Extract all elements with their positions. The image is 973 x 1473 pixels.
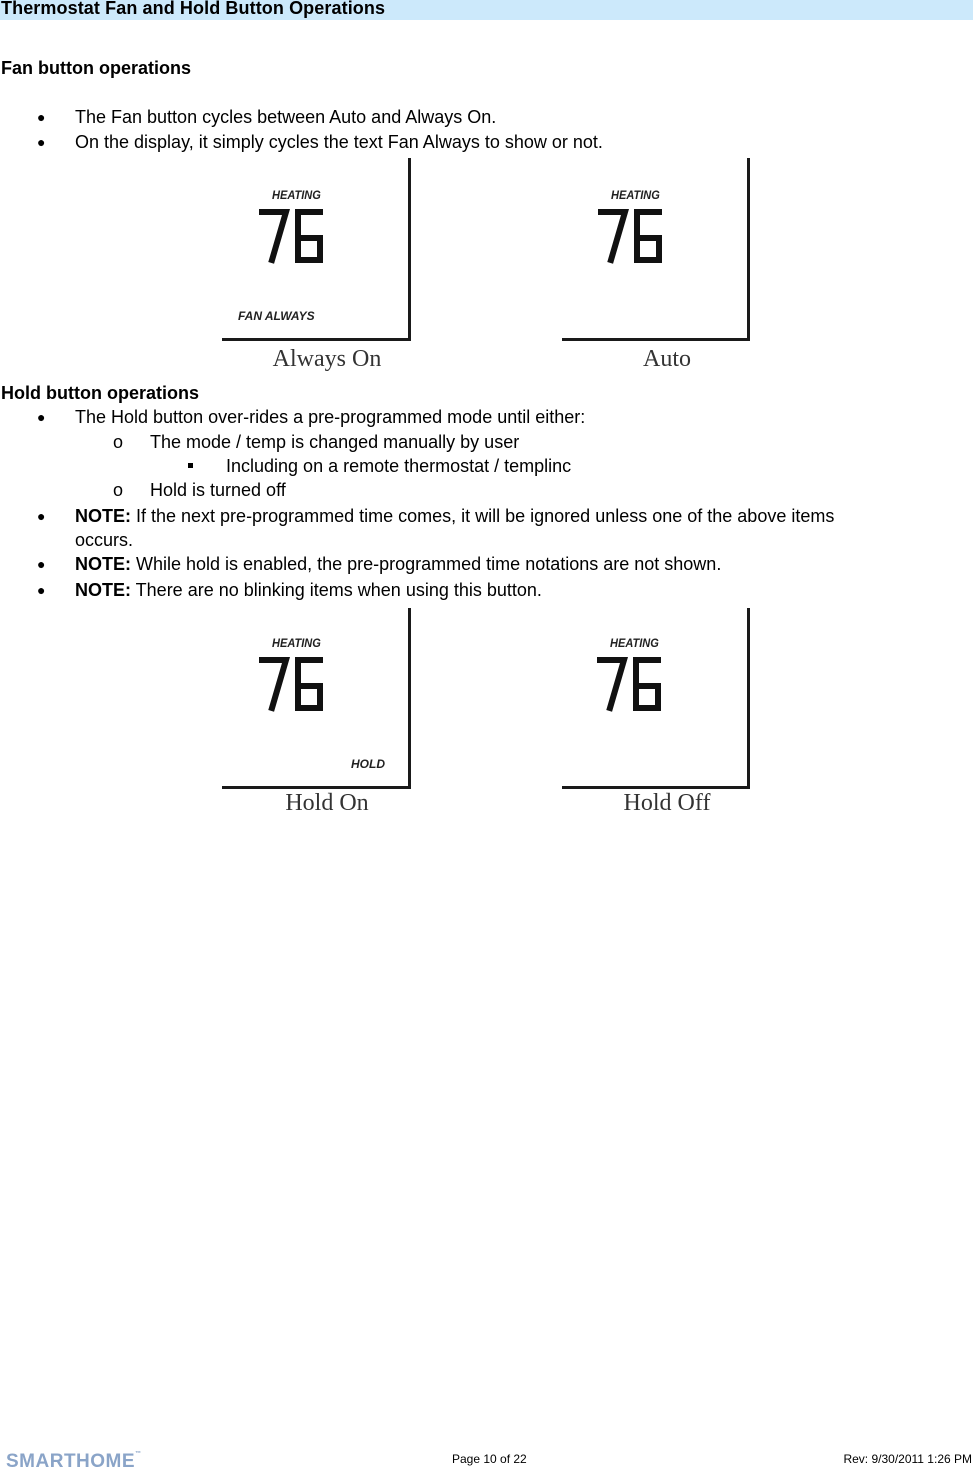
lcd-mode-label: HEATING (272, 188, 321, 202)
bullet-icon: ● (37, 109, 46, 125)
lcd-temp-digits (258, 654, 328, 714)
note-2 (75, 554, 721, 575)
bullet-icon: ● (37, 508, 46, 524)
note-label: NOTE: (75, 506, 131, 526)
fan-section-heading: Fan button operations (1, 58, 191, 78)
lcd-mode-label: HEATING (611, 188, 660, 202)
lcd-caption: Hold On (285, 790, 369, 816)
lcd-temp-digits (597, 206, 667, 266)
hold-section-heading: Hold button operations (1, 383, 199, 403)
note-1 (75, 506, 834, 527)
bullet-icon: ● (37, 409, 46, 425)
square-bullet-icon (188, 463, 193, 468)
logo-text: SMARTHOME (6, 1451, 136, 1472)
lcd-caption: Auto (643, 346, 691, 372)
hold-subsub-1: Including on a remote thermostat / templinc (226, 456, 572, 476)
lcd-mode-label: HEATING (610, 636, 659, 650)
lcd-fan-always-indicator: FAN ALWAYS (238, 309, 315, 323)
bullet-icon: ● (37, 582, 46, 598)
note-text: While hold is enabled, the pre-programmed time notations are not shown. (131, 554, 722, 574)
note-label: NOTE: (75, 580, 131, 600)
page-number: Page 10 of 22 (452, 1452, 527, 1466)
lcd-temp-digits (596, 654, 666, 714)
sub-bullet-marker: o (113, 480, 124, 500)
fan-bullet-2: On the display, it simply cycles the text Fan Always to show or not. (75, 132, 603, 152)
bullet-icon: ● (37, 134, 46, 150)
note-3 (75, 580, 542, 601)
note-label: NOTE: (75, 554, 131, 574)
fan-bullet-1: The Fan button cycles between Auto and Always On. (75, 107, 497, 127)
sub-bullet-marker: o (113, 432, 124, 452)
lcd-mode-label: HEATING (272, 636, 321, 650)
note-text: There are no blinking items when using this button. (131, 580, 542, 600)
lcd-temp-digits (258, 206, 328, 266)
hold-sub-2: Hold is turned off (150, 480, 286, 500)
hold-bullet-1: The Hold button over-rides a pre-programmed mode until either: (75, 407, 586, 427)
bullet-icon: ● (37, 556, 46, 572)
hold-sub-1: The mode / temp is changed manually by user (150, 432, 520, 452)
note-1-continuation: occurs. (75, 530, 134, 550)
revision-date: Rev: 9/30/2011 1:26 PM (843, 1452, 972, 1466)
page-title: Thermostat Fan and Hold Button Operations (1, 0, 386, 18)
note-text: If the next pre-programmed time comes, it will be ignored unless one of the above items (131, 506, 835, 526)
lcd-hold-indicator: HOLD (351, 757, 385, 771)
lcd-caption: Always On (272, 346, 382, 372)
smarthome-logo: SMARTHOME™ (6, 1451, 142, 1472)
lcd-caption: Hold Off (623, 790, 711, 816)
